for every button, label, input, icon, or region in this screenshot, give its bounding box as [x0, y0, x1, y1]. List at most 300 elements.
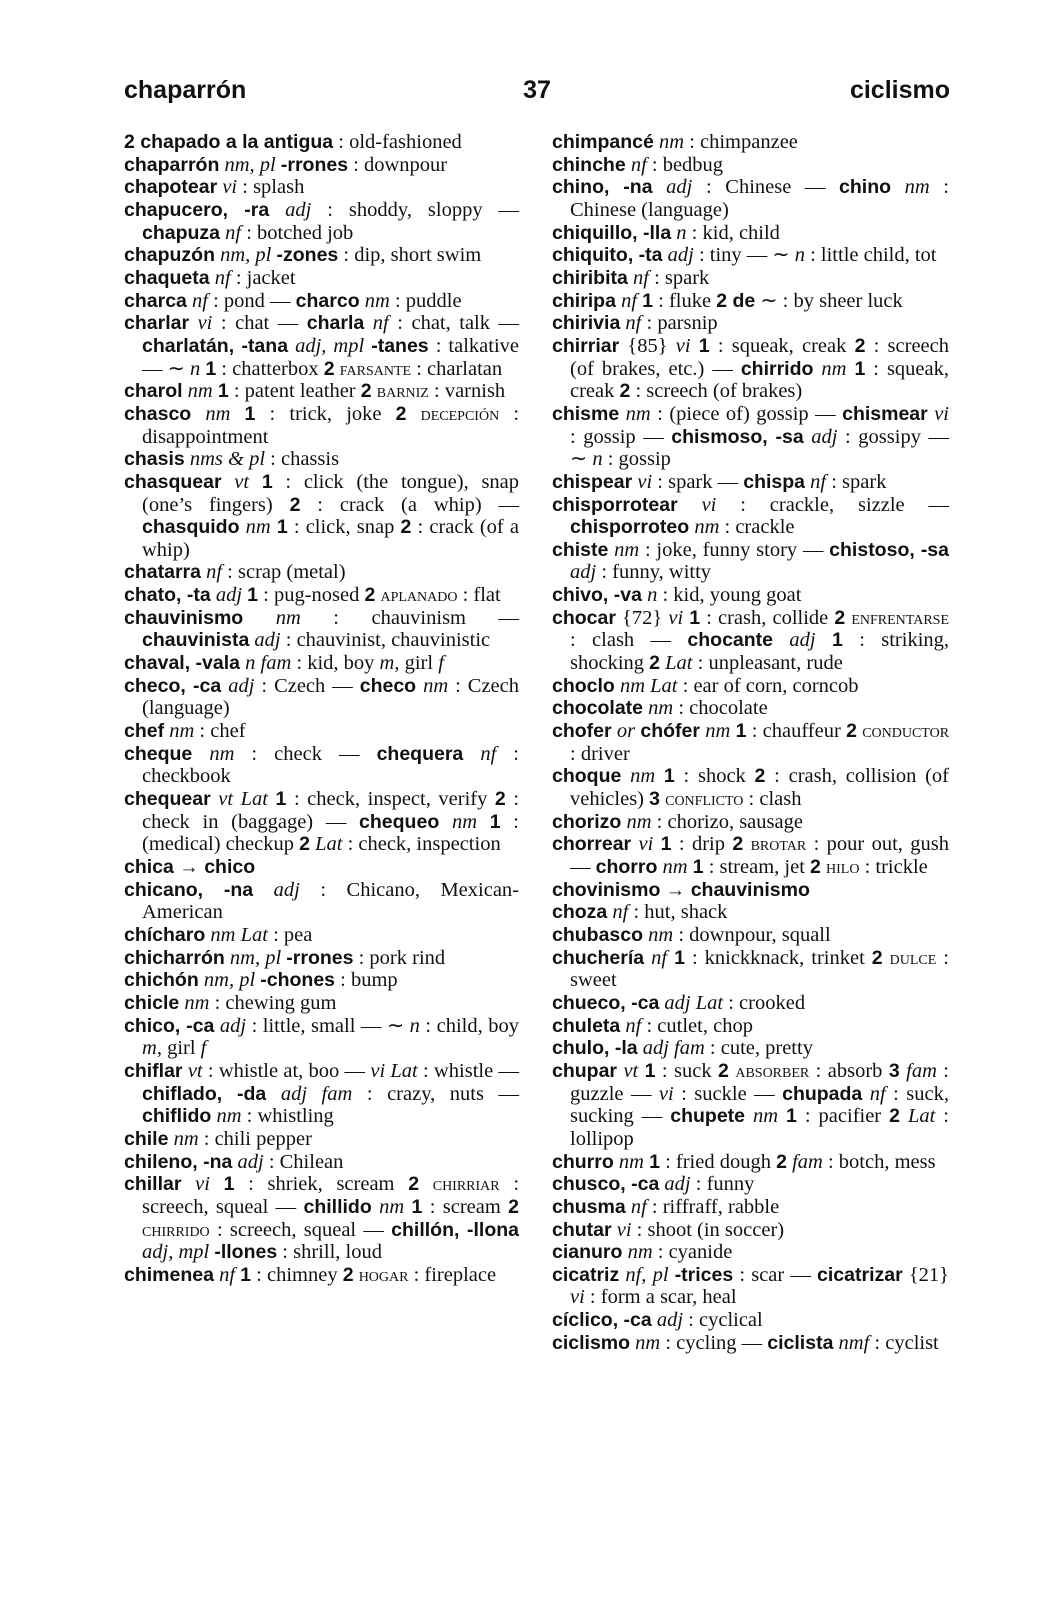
entry-text: vi Lat — [370, 1059, 418, 1082]
entry-text: adj — [254, 629, 281, 652]
entry-headword: chispear — [552, 470, 633, 493]
entry-text: : pacifier — [796, 1105, 890, 1128]
entry-text: f — [200, 1037, 207, 1060]
entry-text: nm — [627, 1241, 653, 1264]
entry-text — [439, 811, 452, 833]
entry-text: or — [616, 720, 636, 743]
entry-text — [891, 176, 905, 198]
entry-headword: chimpancé — [552, 131, 654, 153]
dictionary-entry — [124, 154, 519, 177]
dictionary-entry — [552, 1196, 949, 1219]
entry-text: : fried dough — [659, 1150, 777, 1173]
entry-text: : absorb — [809, 1059, 889, 1082]
dictionary-entry — [124, 992, 519, 1015]
entry-text: 3 — [649, 788, 660, 811]
entry-text: : checkbook — [142, 742, 520, 788]
entry-text: chismear — [842, 402, 928, 425]
entry-text: chino — [839, 176, 892, 199]
entry-text: nm — [173, 1127, 199, 1150]
entry-text: nm — [705, 720, 731, 743]
entry-text: 2 — [299, 833, 310, 856]
entry-text: : hut, shack — [628, 901, 728, 924]
entry-text: vi — [668, 606, 684, 629]
entry-text: vi — [701, 493, 717, 516]
entry-text: vi — [195, 1173, 210, 1196]
entry-headword: charlar — [124, 312, 190, 335]
entry-headword: chichón — [124, 969, 199, 992]
dictionary-entry — [124, 131, 519, 154]
entry-text: chiflido — [142, 1105, 212, 1128]
entry-text: nf — [214, 266, 231, 289]
entry-text: n — [676, 221, 687, 244]
entry-text: chispa — [743, 470, 806, 493]
dictionary-entry — [552, 1241, 949, 1264]
dictionary-entry — [552, 833, 949, 878]
entry-text: nm — [904, 176, 930, 199]
entry-text: : crazy, nuts — — [352, 1082, 520, 1105]
entry-text: : chimpanzee — [684, 131, 798, 153]
entry-text: nf — [869, 1082, 886, 1105]
dictionary-entry — [124, 607, 519, 652]
entry-text: 2 — [649, 652, 661, 675]
entry-text: 1 — [247, 584, 258, 607]
entry-headword: churro — [552, 1150, 614, 1173]
entry-text: : spark — [826, 470, 887, 493]
entry-text: : Chinese (language) — [570, 176, 950, 221]
entry-text: 2 — [342, 1263, 354, 1286]
entry-text — [463, 743, 480, 765]
dictionary-entry — [552, 947, 949, 992]
dictionary-entry — [552, 494, 949, 539]
entry-text: : chocolate — [673, 697, 768, 720]
entry-text: : chauvinist, chauvinistic — [280, 629, 491, 652]
entry-text: : crash, collide — [700, 606, 835, 629]
entry-headword: chiquito, -ta — [552, 244, 663, 267]
entry-headword: cianuro — [552, 1241, 623, 1264]
entry-text: barniz — [376, 380, 429, 403]
entry-text: 2 — [400, 516, 412, 539]
entry-text: chocante — [687, 629, 774, 652]
entry-text: : chauvinism — — [300, 606, 520, 629]
entry-text: vt — [187, 1059, 203, 1082]
entry-text: 2 — [494, 788, 506, 811]
entry-text: : puddle — [389, 289, 462, 312]
entry-text: -trices — [674, 1263, 734, 1286]
entry-text: adj — [667, 244, 694, 267]
dictionary-entry — [124, 1151, 519, 1174]
entry-headword: chaval, -vala — [124, 652, 240, 675]
entry-text: adj — [228, 674, 255, 697]
entry-text: nm — [618, 1150, 644, 1173]
entry-text: nm, pl — [203, 969, 256, 992]
dictionary-entry — [552, 992, 949, 1015]
entry-text — [816, 629, 832, 651]
entry-text: : gossip — — [570, 425, 672, 448]
entry-text: : striking, shocking — [570, 629, 950, 675]
entry-headword: chillar — [124, 1173, 182, 1196]
entry-text: : riffraff, rabble — [646, 1195, 780, 1218]
entry-text: : gossipy — ∼ — [570, 425, 949, 471]
entry-text: vi — [658, 1082, 674, 1105]
entry-text: : pug-nosed — [258, 584, 365, 607]
entry-text — [222, 471, 235, 493]
dictionary-entry — [124, 924, 519, 947]
entry-text — [364, 312, 373, 334]
entry-text: : varnish — [428, 380, 506, 403]
entry-text: : check, inspect, verify — [286, 788, 495, 811]
entry-text: 1 — [244, 402, 256, 425]
entry-text — [230, 403, 244, 425]
entry-headword: chasco — [124, 402, 192, 425]
entry-text: 1 — [261, 470, 273, 493]
entry-headword: chocar — [552, 606, 616, 629]
entry-text: 1 — [489, 810, 501, 833]
entry-text: n — [189, 357, 201, 380]
entry-text: chillón, -llona — [391, 1218, 519, 1241]
entry-text: nm — [184, 991, 210, 1014]
entry-text: : form a scar, heal — [584, 1286, 737, 1309]
entry-text — [404, 1196, 411, 1218]
entry-headword: chaqueta — [124, 266, 210, 289]
entry-text: : chauffeur — [746, 720, 847, 743]
entry-headword: chauvinismo — [124, 606, 244, 629]
entry-text: : pea — [267, 923, 313, 946]
entry-text: nm — [245, 516, 271, 539]
dictionary-entry — [124, 380, 519, 403]
dictionary-entry — [552, 244, 949, 267]
entry-text: 2 — [834, 606, 846, 629]
entry-text: : cute, pretty — [704, 1037, 813, 1060]
entry-headword: chocolate — [552, 697, 644, 720]
entry-text: nm — [752, 1105, 779, 1128]
entry-text: fam — [906, 1059, 937, 1082]
entry-text — [778, 1105, 786, 1127]
dictionary-entry — [552, 335, 949, 403]
entry-text: : chimney — [251, 1263, 343, 1286]
entry-text: fam — [792, 1150, 823, 1173]
entry-text: : parsnip — [641, 312, 718, 335]
entry-text: {72} — [615, 606, 669, 629]
entry-text: conductor — [862, 720, 950, 743]
entry-headword: chiflar — [124, 1059, 183, 1082]
entry-text: : Chinese — — [692, 176, 840, 199]
entry-headword: chiripa — [552, 289, 616, 312]
entry-text — [266, 1083, 281, 1105]
running-header — [124, 76, 950, 116]
entry-text: 1 — [831, 629, 843, 652]
entry-text: charla — [306, 312, 365, 335]
entry-text: nm — [625, 402, 651, 425]
entry-text: nf — [206, 561, 223, 584]
entry-text — [189, 312, 198, 334]
entry-text: : click, snap — [287, 516, 401, 539]
entry-text: 2 — [846, 720, 857, 743]
dictionary-entry — [124, 267, 519, 290]
entry-text: : charlatan — [411, 357, 503, 380]
dictionary-entry — [124, 652, 519, 675]
entry-text: m — [142, 1037, 157, 1060]
guide-word-first: chaparrón — [124, 76, 247, 104]
entry-text: nm — [423, 674, 449, 697]
entry-text: 1 — [642, 289, 653, 312]
entry-text: 1 — [276, 516, 288, 539]
entry-headword: chica → chico — [124, 856, 256, 878]
entry-text: : screech, squeal — — [142, 1173, 520, 1218]
entry-text: nf — [225, 221, 242, 244]
entry-text — [691, 335, 699, 357]
dictionary-entry — [124, 743, 519, 788]
entry-text: 2 — [323, 357, 335, 380]
entry-headword: chicle — [124, 991, 180, 1014]
entry-text — [406, 403, 420, 425]
page-number: 37 — [523, 76, 551, 104]
entry-text: 1 — [205, 357, 217, 380]
dictionary-entry — [124, 176, 519, 199]
entry-text: : shrill, loud — [277, 1241, 382, 1264]
entry-headword: chiste — [552, 538, 609, 561]
entry-text — [653, 176, 667, 198]
dictionary-entry — [124, 788, 519, 856]
dictionary-entry — [124, 1015, 519, 1060]
entry-text: : cutlet, chop — [641, 1014, 753, 1037]
entry-text: 1 — [660, 833, 672, 856]
entry-headword: chiquillo, -lla — [552, 221, 672, 244]
entry-headword: ciclismo — [552, 1331, 631, 1354]
entry-text: 1 — [223, 1173, 235, 1196]
entry-text: 1 — [217, 380, 229, 403]
entry-text: vt — [623, 1059, 639, 1082]
entry-text: : whistle — — [417, 1059, 519, 1082]
dictionary-entry — [552, 1015, 949, 1038]
entry-text: enfrentarse — [851, 606, 950, 629]
entry-text: : driver — [570, 742, 630, 765]
entry-headword: chinche — [552, 153, 626, 176]
entry-text: brotar — [750, 833, 807, 856]
entry-text: vi — [675, 334, 691, 357]
entry-text: 1 — [786, 1105, 797, 1128]
entry-text: vi — [637, 470, 653, 493]
guide-word-last: ciclismo — [849, 76, 950, 104]
entry-headword: chileno, -na — [124, 1150, 233, 1173]
entry-text: chapuza — [142, 221, 221, 244]
entry-text — [268, 788, 276, 810]
entry-headword: chapotear — [124, 176, 218, 199]
entry-headword: chusco, -ca — [552, 1173, 660, 1196]
entry-text: : Chilean — [263, 1150, 344, 1173]
dictionary-entry — [124, 675, 519, 720]
entry-headword: chef — [124, 720, 165, 743]
entry-headword: chueco, -ca — [552, 991, 660, 1014]
entry-text: 2 — [732, 833, 744, 856]
entry-text: nm Lat — [210, 923, 268, 946]
entry-text: : fluke — [653, 289, 717, 312]
entry-text: farsante — [339, 357, 412, 380]
entry-headword: choza — [552, 901, 608, 924]
entry-text: adj — [656, 1309, 684, 1332]
dictionary-entry — [124, 471, 519, 562]
entry-text: : shoot (in soccer) — [631, 1218, 785, 1241]
entry-headword: chubasco — [552, 923, 644, 946]
entry-text: adj fam — [642, 1037, 705, 1060]
entry-text: conflicto — [665, 788, 744, 811]
dictionary-entry — [124, 720, 519, 743]
entry-text: nm — [821, 357, 847, 380]
entry-text: : downpour — [348, 153, 448, 176]
entry-text: : tiny — ∼ — [693, 244, 795, 267]
entry-text: : crooked — [723, 991, 806, 1014]
entry-text: : chassis — [265, 448, 340, 471]
entry-text: nf — [630, 153, 647, 176]
entry-text: : cyanide — [652, 1241, 733, 1264]
entry-text: : screech (of brakes, etc.) — — [570, 334, 950, 380]
entry-text: adj — [215, 584, 243, 607]
entry-text: f — [438, 652, 444, 675]
entry-text: chirrido — [740, 357, 814, 380]
entry-text: vi — [616, 1218, 632, 1241]
entry-text: nf — [621, 289, 638, 312]
dictionary-entry — [124, 1173, 519, 1264]
entry-text: : bump — [335, 969, 398, 992]
entry-text: : kid, boy — [291, 652, 380, 675]
entry-text: nf — [625, 1014, 642, 1037]
entry-text: : kid, young goat — [657, 584, 802, 607]
dictionary-entry — [552, 539, 949, 584]
entry-text: : shriek, scream — [234, 1173, 409, 1196]
entry-text: cicatrizar — [817, 1263, 903, 1286]
entry-text: nms & pl — [189, 448, 266, 471]
dictionary-entry — [124, 312, 519, 380]
entry-text: -llones — [214, 1241, 278, 1264]
dictionary-entry — [124, 879, 519, 924]
entry-text: {85} — [619, 334, 676, 357]
entry-text: : whistle at, boo — — [202, 1059, 371, 1082]
entry-text: nm — [169, 720, 195, 743]
entry-text: : trickle — [859, 856, 928, 878]
entry-text — [253, 879, 274, 901]
entry-text: -rrones — [286, 946, 354, 969]
entry-text — [655, 765, 664, 787]
entry-headword: chirivia — [552, 312, 621, 335]
dictionary-entry — [552, 879, 949, 902]
entry-text: nf — [630, 1195, 647, 1218]
dictionary-entry — [552, 584, 949, 607]
entry-text: 1 — [240, 1263, 252, 1286]
entry-headword: cheque — [124, 742, 193, 765]
entry-text — [631, 833, 638, 855]
entry-text: chirrido — [142, 1218, 210, 1241]
entry-text: checo — [359, 674, 417, 697]
entry-headword: chupar — [552, 1059, 618, 1082]
entry-text: Lat — [907, 1105, 936, 1128]
dictionary-entry — [124, 244, 519, 267]
dictionary-entry — [124, 403, 519, 448]
entry-text: adj, mpl — [295, 334, 365, 357]
entry-text: : funny — [690, 1173, 755, 1196]
entry-text: -tanes — [371, 334, 429, 357]
entry-text: 2 — [619, 380, 631, 403]
dictionary-entry — [552, 176, 949, 221]
entry-text: vi — [197, 312, 213, 335]
entry-text: : crackle — [719, 516, 795, 539]
entry-text: : pond — — [207, 289, 296, 312]
entry-text: : joke, funny story — — [639, 538, 830, 561]
entry-text: vt — [234, 470, 250, 493]
entry-text: : suckle — — [673, 1082, 783, 1105]
entry-headword: chirriar — [552, 334, 620, 357]
entry-headword: chasis — [124, 448, 185, 471]
entry-text: n — [794, 244, 805, 267]
entry-headword: chiribita — [552, 266, 628, 289]
entry-text: : check — — [234, 742, 377, 765]
entry-text: nm — [216, 1105, 242, 1128]
entry-text: adj, mpl — [142, 1241, 210, 1264]
entry-text: : unpleasant, rude — [692, 652, 843, 675]
entry-headword: chicharrón — [124, 946, 225, 969]
entry-text: : chorizo, sausage — [651, 810, 803, 833]
entry-text: chistoso, -sa — [829, 538, 950, 561]
entry-text: 2 — [408, 1173, 420, 1196]
entry-text: : crackle, sizzle — — [716, 493, 950, 516]
entry-text — [249, 471, 262, 493]
entry-text: chófer — [640, 720, 700, 743]
entry-text: nm Lat — [619, 674, 678, 697]
entry-text: : crash, collision (of vehicles) — [570, 765, 949, 811]
entry-text: : chef — [194, 720, 246, 743]
dictionary-entry — [552, 131, 949, 154]
entry-text: nmf — [838, 1331, 870, 1354]
entry-text: 1 — [411, 1195, 423, 1218]
entry-text: adj Lat — [664, 991, 724, 1014]
entry-text: 2 — [364, 584, 376, 607]
entry-text — [269, 199, 285, 221]
entry-headword: chofer — [552, 720, 612, 743]
entry-text: : little, small — ∼ — [246, 1014, 410, 1037]
entry-headword: chícharo — [124, 923, 206, 946]
entry-text: : pour out, gush — — [570, 833, 950, 878]
dictionary-entry — [552, 765, 949, 810]
entry-text: vi — [934, 402, 949, 425]
entry-text: nm — [205, 402, 231, 425]
entry-text: 3 — [888, 1059, 900, 1082]
entry-text: adj — [789, 629, 816, 652]
entry-text — [653, 833, 660, 855]
entry-text: : chat, talk — — [388, 312, 520, 335]
entry-text: nm — [187, 380, 213, 403]
entry-text: nm — [694, 516, 720, 539]
entry-text — [210, 1173, 224, 1195]
entry-headword: 2 chapado a la antigua — [124, 131, 334, 153]
entry-text: 2 — [810, 856, 821, 878]
dictionary-entry — [124, 947, 519, 970]
entry-text: : screech, squeal — — [209, 1218, 392, 1241]
entry-text: 1 — [663, 765, 675, 788]
entry-text: : Chicano, Mexican-American — [142, 878, 519, 924]
dictionary-entry — [552, 1332, 949, 1355]
entry-text: n — [409, 1014, 420, 1037]
entry-text: adj — [237, 1150, 264, 1173]
right-column — [552, 131, 949, 1354]
entry-headword: chico, -ca — [124, 1014, 215, 1037]
entry-text: chequera — [376, 742, 464, 765]
dictionary-entry — [124, 584, 519, 607]
entry-text: nm — [364, 289, 390, 312]
entry-text: : suck — [655, 1059, 719, 1082]
entry-text: dulce — [889, 946, 937, 969]
entry-text — [372, 1196, 379, 1218]
entry-text: aplanado — [380, 584, 458, 607]
entry-text: : Czech (language) — [142, 674, 520, 720]
entry-text: 2 — [508, 1195, 520, 1218]
